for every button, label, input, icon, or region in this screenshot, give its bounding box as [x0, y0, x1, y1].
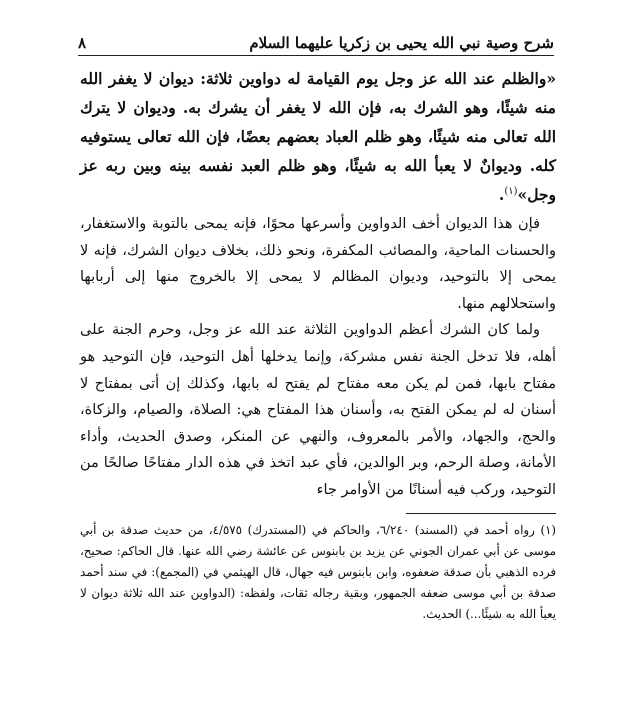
footnote-marker[interactable]: (١)	[504, 185, 518, 197]
footnote-divider	[406, 513, 556, 514]
paragraph-2: ولما كان الشرك أعظم الدواوين الثلاثة عند الله عز وجل، وحرم الجنة على أهله، فلا تدخل الجنة نفس مشركة، وإنما يدخلها أهل التوحيد، فإن التوحيد هو مفتاح بابها، فمن لم يكن معه مفتاح لم يفتح له بابها، وكذلك إن أتى بمفتاح لا أسنان له لم يمكن الفتح به، وأسنان هذا المفتاح هي: الصلاة، والصيام، والزكاة، والحج، والجهاد، والأمر بالمعروف، والنهي عن المنكر، وصدق الحديث، وأداء الأمانة، وصلة الرحم، وبر الوالدين، فأي عبد اتخذ في هذه الدار مفتاحًا صالحًا من التوحيد، وركب فيه أسنانًا من الأوامر جاء	[80, 322, 556, 498]
hadith-quote-end: .	[498, 185, 505, 204]
hadith-quote	[80, 64, 556, 209]
paragraph-1: فإن هذا الديوان أخف الدواوين وأسرعها محوًا، فإنه يمحى بالتوبة والاستغفار، والحسنات الماحية، والمصائب المكفرة، ونحو ذلك، بخلاف ديوان الشرك، فإنه لا يمحى إلا بالتوحيد، وديوان المظالم لا يمحى إلا بالخروج منها إلى أربابها واستحلالهم منها.	[80, 216, 556, 312]
running-title: شرح وصية نبي الله يحيى بن زكريا عليهما السلام	[249, 34, 554, 52]
footnote-1: (١) رواه أحمد في (المسند) ٦/٢٤٠، والحاكم في (المستدرك) ٤/٥٧٥، من حديث صدقة بن أبي موسى عن أبي عمران الجوني عن يزيد بن بابنوس عن عائشة رضي الله عنها. قال الحاكم: صحيح، فرده الذهبي بأن صدقة ضعفوه، وابن بابنوس فيه جهال، قال الهيثمي في (المجمع): في سند أحمد صدقة بن أبي موسى ضعفه الجمهور، وبقية رجاله ثقات، ولفظه: (الدواوين عند الله ثلاثة ديوان لا يعبأ الله به شيئًا...) الحديث.	[80, 523, 556, 621]
main-text	[80, 64, 556, 504]
hadith-quote-text: «والظلم عند الله عز وجل يوم القيامة له دواوين ثلاثة: ديوان لا يغفر الله منه شيئًا، وهو الشرك به، فإن الله لا يغفر أن يشرك به. وديوان لا يترك الله تعالى منه شيئًا، وهو ظلم العباد بعضهم بعضًا، فإن الله تعالى يستوفيه كله. وديوانٌ لا يعبأ الله به شيئًا، وهو ظلم العبد نفسه بينه وبين ربه عز وجل»	[80, 69, 556, 204]
page-number: ٨	[78, 34, 87, 52]
header-divider	[78, 55, 554, 56]
running-header	[78, 26, 554, 52]
